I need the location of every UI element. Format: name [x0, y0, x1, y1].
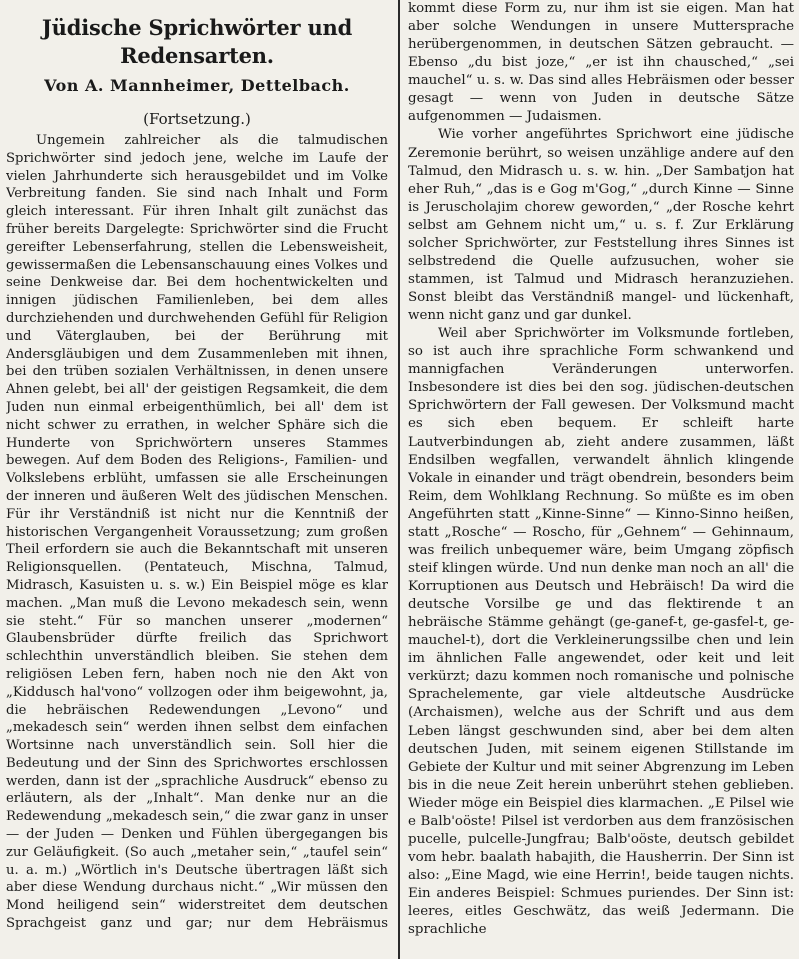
right-paragraph-2: Wie vorher angeführtes Sprichwort eine jüdische Zeremonie berührt, so weisen unzählige andere auf den Talmud, den Midrasch u. s. w. hin. „Der Sambatjon hat eher Ruh,“ „das is e Gog m'Gog,“ „durch Kinne — Sinne is Jeruscholajim chorew geworden,“ „der Rosche kehrt selbst am Gehnem nicht um,“ u. s. f. Zur Erklärung solcher Sprichwörter, zur Feststellung ihres Sinnes ist selbstredend die Quelle aufzusuchen, woher sie stammen, ist Talmud und Midrasch heranzuziehen. Sonst bleibt das Verständniß mangel- und lückenhaft, wenn nicht ganz und gar dunkel. — [408, 127, 794, 324]
right-column — [408, 0, 794, 939]
right-paragraph-1: kommt diese Form zu, nur ihm ist sie eigen. Man hat aber solche Wendungen in unsere Muttersprache herübergenommen, in deutschen Sätzen gebraucht. — Ebenso „du bist joze,“ „er ist ihn chausched,“ „sei mauchel“ u. s. w. Das sind alles Hebräismen oder besser gesagt — wenn von Juden in deutsche Sätze aufgenommen — Judaismen. — [408, 1, 794, 125]
left-paragraph-1: Ungemein zahlreicher als die talmudischen Sprichwörter sind jedoch jene, welche im Laufe der vielen Jahrhunderte sich herausgebildet und im Volke Verbreitung fanden. Sie sind nach Inhalt und Form gleich interessant. Für ihren Inhalt gilt zunächst das früher bereits Dargelegte: Sprichwörter sind die Frucht gereifter Lebenserfahrung, stellen die Lebensweisheit, gewissermaßen die Lebensanschauung eines Volkes und seine Denkweise dar. Bei dem hochentwickelten und innigen jüdischen Familienleben, bei dem alles durchziehenden und durchwehenden Gefühl für Religion und Väterglauben, bei der Berührung mit Andersgläubigen und dem Zusammenleben mit ihnen, bei den trüben sozialen Verhältnissen, in denen unsere Ahnen gelebt, bei all' der geistigen Regsamkeit, die dem Juden nun einmal erbeigenthümlich, bei all' dem ist nicht schwer zu errathen, in welcher Sphäre sich die Hunderte von Sprichwörtern unseres Stammes bewegen. Auf dem Boden des Religions-, Familien- und Volkslebens erblüht, umfassen sie alle Erscheinungen der inneren und äußeren Welt des jüdischen Menschen. Für ihr Verständniß ist nicht nur die Kenntniß der historischen Vergangenheit Voraussetzung; zum großen Theil erfordern sie auch die Bekanntschaft mit unseren Religionsquellen. (Pentateuch, Mischna, Talmud, Midrasch, Kasuisten u. s. w.) Ein Beispiel möge es klar machen. „Man muß die Levono mekadesch sein, wenn sie steht.“ Für so manchen unserer „modernen“ Glaubensbrüder dürfte freilich das Sprichwort schlechthin unverständlich bleiben. Sie stehen dem religiösen Leben fern, haben noch nie den Akt von „Kiddusch hal'vono“ vollzogen oder ihm beigewohnt, ja, die hebräischen Redewendungen „Levono“ und „mekadesch sein“ werden ihnen selbst dem einfachen Wortsinne nach unverständlich sein. Soll hier die Bedeutung und der Sinn des Sprichwortes erschlossen werden, dann ist der „sprachliche Ausdruck“ ebenso zu erläutern, als der „Inhalt“. Man denke nur an die Redewendung „mekadesch sein,“ die zwar ganz in unser — der Juden — Denken und Fühlen übergegangen bis zur Geläufigkeit. (So auch „metaher sein,“ „taufel sein“ u. a. m.) „Wörtlich in's Deutsche übertragen läßt sich aber diese Wendung durchaus nicht.“ „Wir müssen den Mond heiligend sein“ widerstreitet dem deutschen Sprachgeist ganz und gar; nur dem Hebräismus — [6, 133, 388, 932]
article-author: Von A. Mannheimer, Dettelbach. — [44, 76, 350, 95]
article-title: Jüdische Sprichwörter und Redensarten. — [41, 15, 353, 68]
column-divider — [398, 0, 400, 959]
continuation-note: (Fortsetzung.) — [143, 110, 251, 128]
left-column — [6, 0, 388, 933]
right-paragraph-3: Weil aber Sprichwörter im Volksmunde fortleben, so ist auch ihre sprachliche Form schwankend und mannigfachen Veränderungen unterworfen. Insbesondere ist dies bei den sog. jüdischen-deutschen Sprichwörtern der Fall gewesen. Der Volksmund macht es sich eben bequem. Er schleift harte Lautverbindungen ab, zieht andere zusammen, läßt Endsilben wegfallen, verwandelt ähnlich klingende Vokale in einander und trägt obendrein, besonders beim Reim, dem Wohlklang Rechnung. So müßte es im oben Angeführten statt „Kinne-Sinne“ — Kinno-Sinno heißen, statt „Rosche“ — Roscho, für „Gehnem“ — Gehinnaum, was freilich unbequemer wäre, beim Umgang zöpfisch steif klingen würde. Und nun denke man noch an all' die Korruptionen aus Deutsch und Hebräisch! Da wird die deutsche Vorsilbe ge und das flektirende t an hebräische Stämme gehängt (ge-ganef-t, ge-gasfel-t, ge-mauchel-t), dort die Verkleinerungssilbe chen und lein im ähnlichen Falle angewendet, oder keit und leit verkürzt; dazu kommen noch romanische und polnische Sprachelemente, gar viele altdeutsche Ausdrücke (Archaismen), welche aus der Schrift und aus dem Leben längst geschwunden sind, aber bei dem alten deutschen Juden, mit seinem eigenen Stillstande im Gebiete der Kultur und mit seiner Abgrenzung im Leben bis in die neue Zeit herein unberührt stehen geblieben. Wieder möge ein Beispiel dies klarmachen. „E Pilsel wie e Balb'oöste! Pilsel ist verdorben aus dem französischen pucelle, pulcelle-Jungfrau; Balb'oöste, deutsch gebildet vom hebr. baalath habajith, die Hausherrin. Der Sinn ist also: „Eine Magd, wie eine Herrin!, beide taugen nichts. Ein anderes Beispiel: Schmues puriendes. Der Sinn ist: leeres, eitles Geschwätz, das weiß Jedermann. Die sprachliche — [408, 326, 794, 938]
